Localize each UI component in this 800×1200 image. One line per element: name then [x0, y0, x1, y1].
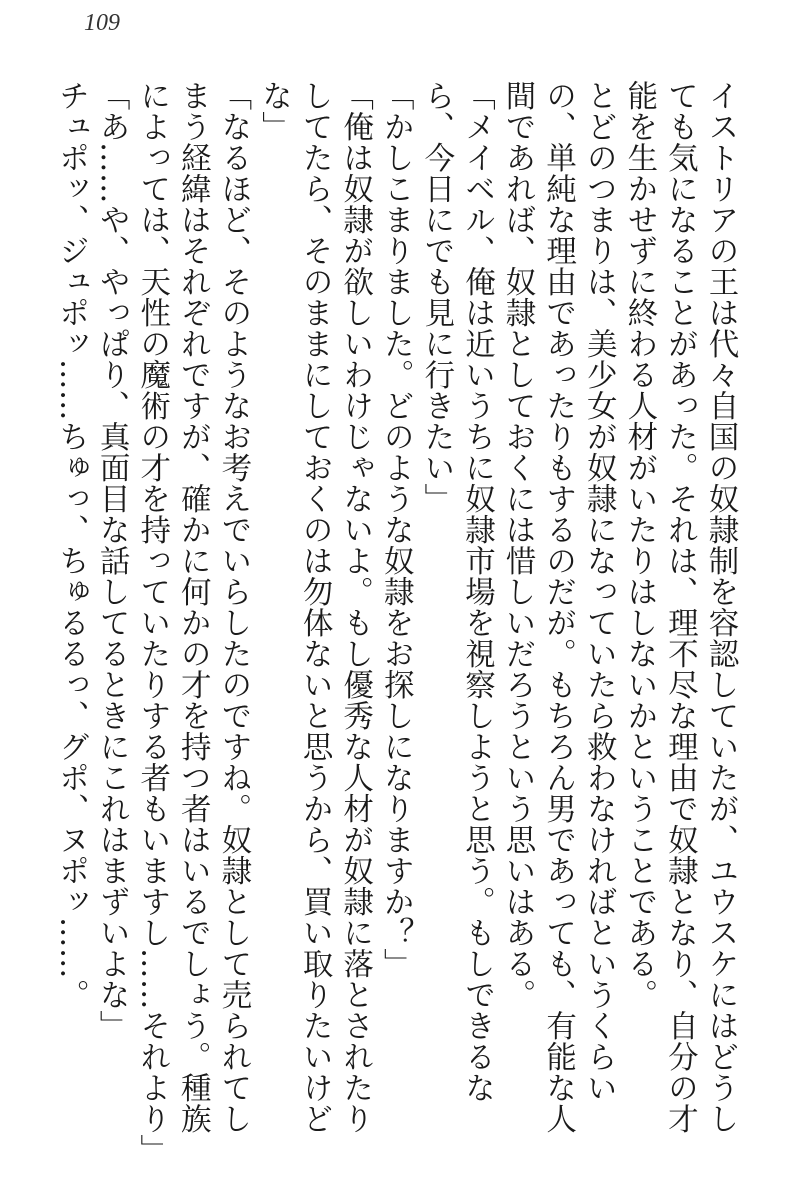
paragraph: チュポッ、ジュポッ……ちゅっ、ちゅるるっ、グポ、ヌポッ……。: [53, 80, 89, 1010]
dialogue-line: 「俺は奴隷が欲しいわけじゃないよ。もし優秀な人材が奴隷に落とされたりしてたら、そのままにしておくのは勿体ないと思うから、買い取りたいけどな」: [256, 80, 373, 1134]
paragraph: とどのつまりは、美少女が奴隷になっていたら救わなければというくらいの、単純な理由であったりもするのだが。もちろん男であっても、有能な人間であれば、奴隷としておくには惜しいだろうという思いはある。: [500, 80, 617, 1134]
dialogue-line: 「あ……や、やっぱり、真面目な話してるときにこれはまずいよな」: [94, 80, 130, 1041]
dialogue-line: 「かしこまりました。どのような奴隷をお探しになりますか？」: [378, 80, 414, 979]
paragraph: イストリアの王は代々自国の奴隷制を容認していたが、ユウスケにはどうしても気になることがあった。それは、理不尽な理由で奴隷となり、自分の才能を生かせずに終わる人材がいたりはしないかということである。: [621, 80, 738, 1134]
vertical-text-body: [53, 80, 740, 1165]
page-number: 109: [84, 10, 120, 36]
dialogue-line: 「メイベル、俺は近いうちに奴隷市場を視察しようと思う。もしできるなら、今日にでも見に行きたい」: [418, 80, 495, 1103]
dialogue-line: 「なるほど、そのようなお考えでいらしたのですね。奴隷として売られてしまう経緯はそれぞれですが、確かに何かの才を持つ者はいるでしょう。種族によっては、天性の魔術の才を持っていたりする者もいますし……それより」: [134, 80, 251, 1165]
